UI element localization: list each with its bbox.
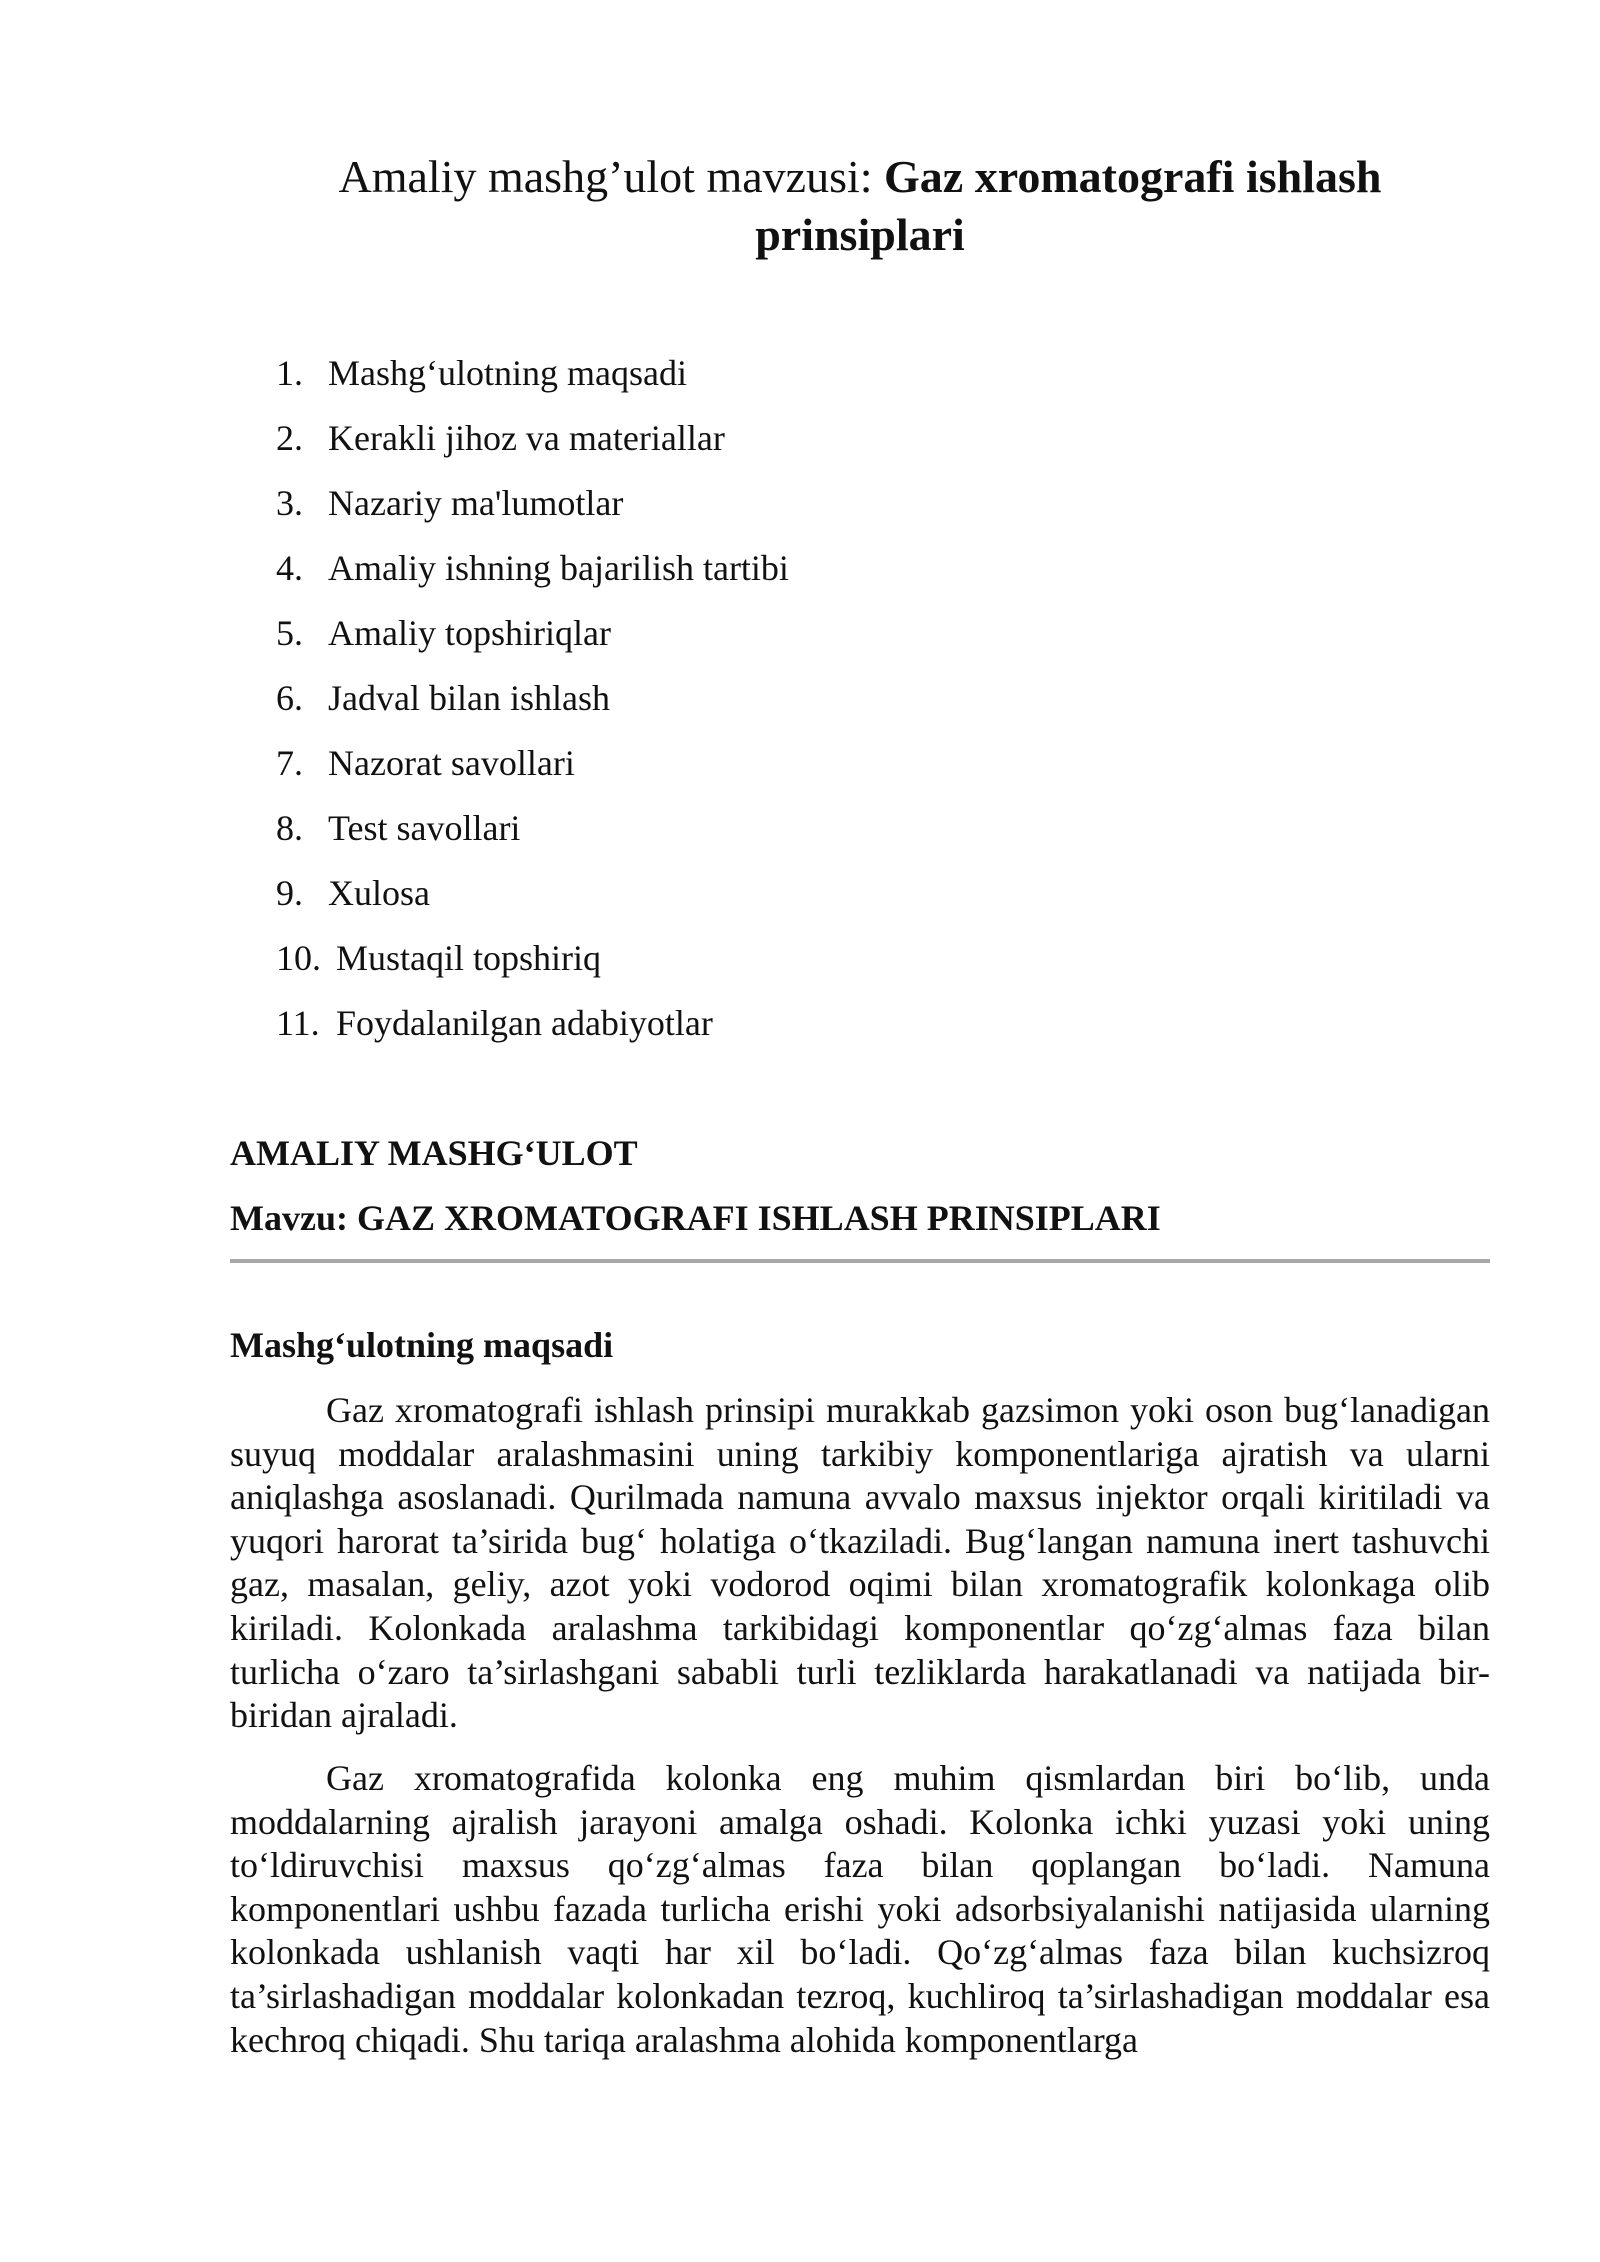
title-topic: Gaz xromatografi ishlash prinsiplari [755,151,1382,260]
toc-item [276,480,789,545]
toc-item [276,415,789,480]
toc-item-label: Jadval bilan ishlash [328,678,610,718]
toc-item-label: Mashg‘ulotning maqsadi [328,353,687,393]
toc-item-number: 6. [276,678,303,718]
toc-item-number: 7. [276,743,303,783]
toc-item-label: Mustaqil topshiriq [336,938,602,978]
section-topic-line: Mavzu: GAZ XROMATOGRAFI ISHLASH PRINSIPLARI [230,1198,1161,1238]
toc-item-label: Amaliy ishning bajarilish tartibi [328,548,789,588]
toc-item-label: Kerakli jihoz va materiallar [328,418,725,458]
toc-item [276,1000,789,1065]
toc-item-label: Nazorat savollari [328,743,575,783]
toc-item [276,740,789,805]
toc-item [276,545,789,610]
goal-heading: Mashg‘ulotning maqsadi [230,1325,614,1365]
goal-paragraph-2: Gaz xromatografida kolonka eng muhim qismlardan biri bo‘lib, unda moddalarning ajralish jarayoni amalga oshadi. Kolonka ichki yuzasi yoki uning to‘ldiruvchisi maxsus qo‘zg‘almas faza bilan qoplangan bo‘ladi. Namuna komponentlari ushbu fazada turlicha erishi yoki adsorbsiyalanishi natijasida ularning kolonkada ushlanish vaqti har xil bo‘ladi. Qo‘zg‘almas faza bilan kuchsizroq ta’sirlashadigan moddalar kolonkadan tezroq, kuchliroq ta’sirlashadigan moddalar esa kechroq chiqadi. Shu tariqa aralashma alohida komponentlarga [230,1758,1490,2060]
toc-item [276,805,789,870]
toc-item [276,935,789,1000]
toc-item-label: Test savollari [328,808,521,848]
toc-item-label: Amaliy topshiriqlar [328,613,611,653]
toc-item [276,610,789,675]
toc-item-number: 1. [276,353,303,393]
toc-item-number: 11. [276,1003,320,1043]
goal-paragraph-1: Gaz xromatografi ishlash prinsipi murakkab gazsimon yoki oson bug‘lanadigan suyuq moddalar aralashmasini uning tarkibiy komponentlariga ajratish va ularni aniqlashga asoslanadi. Qurilmada namuna avvalo maxsus injektor orqali kiritiladi va yuqori harorat ta’sirida bug‘ holatiga o‘tkaziladi. Bug‘langan namuna inert tashuvchi gaz, masalan, geliy, azot yoki vodorod oqimi bilan xromatografik kolonkaga olib kiriladi. Kolonkada aralashma tarkibidagi komponentlar qo‘zg‘almas faza bilan turlicha o‘zaro ta’sirlashgani sababli turli tezliklarda harakatlanadi va natijada bir-biridan ajraladi. [230,1390,1490,1736]
toc-item-number: 9. [276,873,303,913]
toc-item-number: 5. [276,613,303,653]
toc-item-label: Xulosa [328,873,430,913]
document-title [230,148,1490,264]
table-of-contents [276,350,789,1065]
toc-item [276,870,789,935]
toc-item-number: 2. [276,418,303,458]
toc-item-number: 8. [276,808,303,848]
toc-item [276,350,789,415]
horizontal-divider [230,1259,1490,1263]
section-heading: AMALIY MASHG‘ULOT [230,1133,638,1173]
toc-item-number: 3. [276,483,303,523]
toc-item [276,675,789,740]
toc-item-number: 4. [276,548,303,588]
title-prefix: Amaliy mashg’ulot mavzusi: [338,151,885,202]
toc-item-label: Nazariy ma'lumotlar [328,483,624,523]
toc-item-number: 10. [276,938,321,978]
toc-item-label: Foydalanilgan adabiyotlar [336,1003,713,1043]
